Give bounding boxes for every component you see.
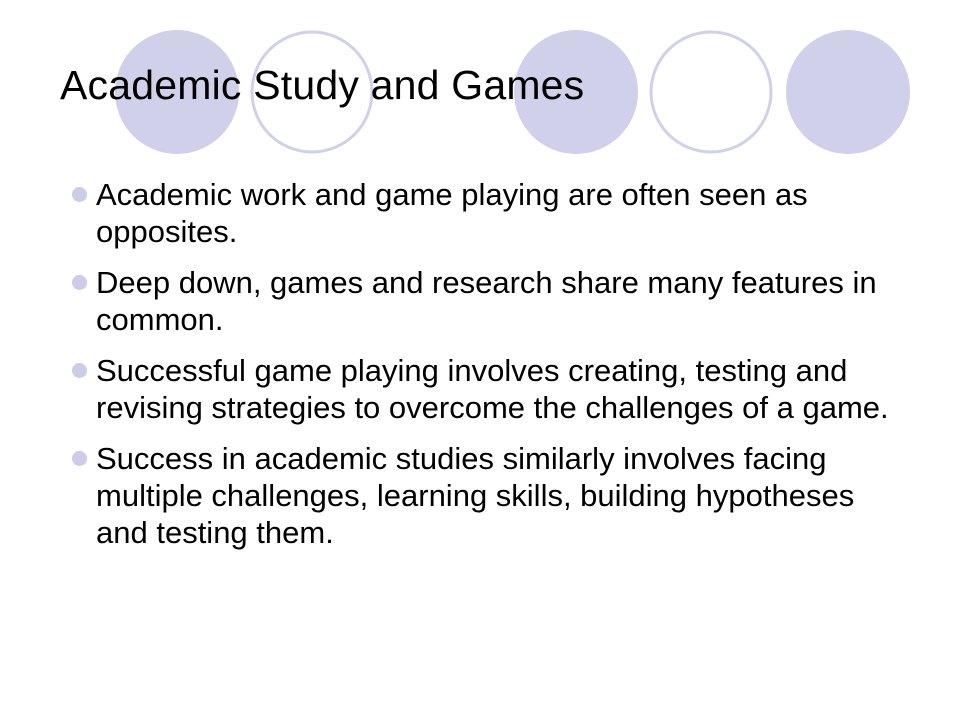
bullet-item bbox=[72, 176, 912, 250]
bullet-list bbox=[72, 176, 912, 565]
bullet-dot-icon bbox=[72, 275, 87, 290]
bullet-text: Successful game playing involves creating, testing and revising strategies to overcome the challenges of a game. bbox=[96, 353, 889, 425]
bullet-text: Deep down, games and research share many features in common. bbox=[96, 265, 877, 337]
slide-title: Academic Study and Games bbox=[60, 62, 585, 108]
decorative-circle-filled bbox=[786, 30, 910, 154]
bullet-item bbox=[72, 440, 912, 551]
bullet-text: Success in academic studies similarly involves facing multiple challenges, learning skills, building hypotheses and testing them. bbox=[96, 441, 855, 550]
bullet-dot-icon bbox=[72, 363, 87, 378]
bullet-dot-icon bbox=[72, 451, 87, 466]
bullet-text: Academic work and game playing are often seen as opposites. bbox=[96, 177, 808, 249]
bullet-item bbox=[72, 264, 912, 338]
decorative-circle-outline bbox=[651, 32, 771, 152]
bullet-dot-icon bbox=[72, 187, 87, 202]
bullet-item bbox=[72, 352, 912, 426]
